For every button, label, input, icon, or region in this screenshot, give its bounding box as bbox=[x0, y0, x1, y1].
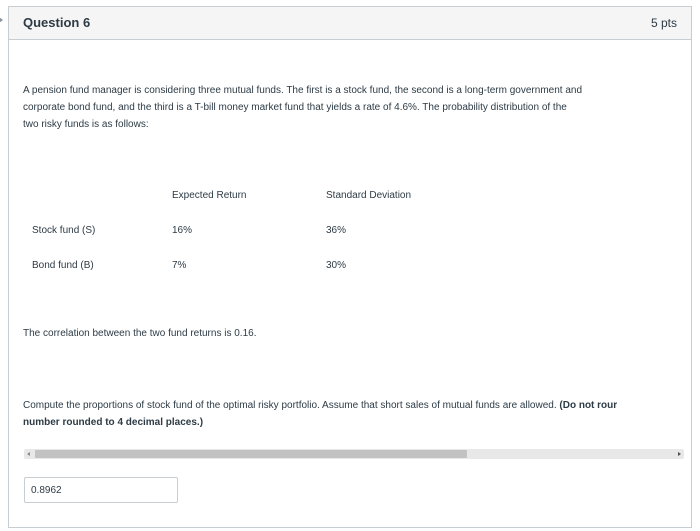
question-title: Question 6 bbox=[23, 15, 91, 30]
table-cell: 16% bbox=[172, 225, 193, 236]
question-intro: A pension fund manager is considering three mutual funds. The first is a stock fund, the second is a long-term government and corporate bond fund, and the third is a T-bill money market fund that yields a rate of 4.6%. The probability distribution of the two risky funds is as follows: bbox=[23, 85, 583, 130]
question-points: 5 pts bbox=[650, 16, 677, 30]
table-cell: 36% bbox=[326, 225, 347, 236]
prompt-bold-line2: number rounded to 4 decimal places.) bbox=[23, 417, 204, 428]
scroll-right-arrow-icon[interactable] bbox=[678, 452, 681, 456]
scroll-left-arrow-icon[interactable] bbox=[27, 452, 30, 456]
question-prompt bbox=[23, 397, 692, 431]
question-card bbox=[8, 6, 692, 528]
scrollbar-thumb[interactable] bbox=[35, 450, 467, 458]
table-header-expected-return: Expected Return bbox=[172, 190, 247, 201]
answer-input[interactable] bbox=[24, 477, 178, 503]
correlation-text: The correlation between the two fund returns is 0.16. bbox=[23, 328, 257, 339]
prompt-bold-text: (Do not rour bbox=[559, 400, 618, 411]
question-header bbox=[9, 7, 691, 40]
prompt-text: Compute the proportions of stock fund of the optimal risky portfolio. Assume that short sales of mutual funds are allowed. bbox=[23, 400, 560, 411]
collapse-arrow-icon bbox=[0, 17, 3, 23]
horizontal-scrollbar[interactable] bbox=[24, 449, 684, 459]
table-cell: 7% bbox=[172, 260, 187, 271]
table-cell: 30% bbox=[326, 260, 347, 271]
table-header-std-dev: Standard Deviation bbox=[326, 190, 412, 201]
table-row-label: Stock fund (S) bbox=[32, 225, 96, 236]
table-row-label: Bond fund (B) bbox=[32, 260, 94, 271]
